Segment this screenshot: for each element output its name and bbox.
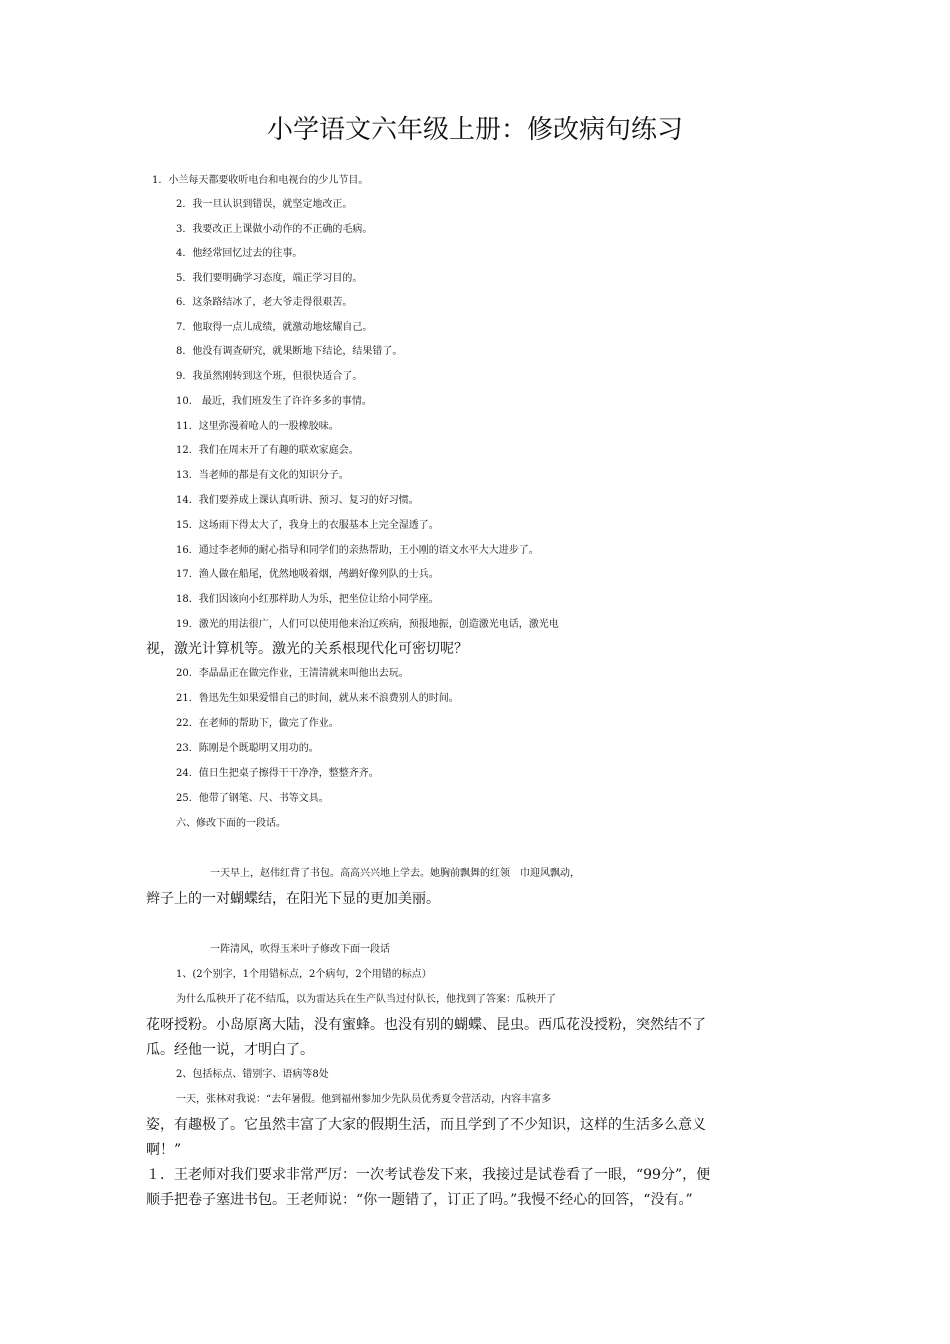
exercise-item: 25．他带了钢笔、尺、书等文具。 <box>176 793 329 804</box>
section-heading: 六、修改下面的一段话。 <box>176 818 286 829</box>
exercise-item: 24．值日生把桌子擦得干干净净，整整齐齐。 <box>176 768 379 779</box>
page-title: 小学语文六年级上册：修改病句练习 <box>266 115 683 145</box>
exercise-item: 5．我们要明确学习态度，端正学习目的。 <box>176 273 363 284</box>
section-heading: 2、包括标点、错别字、语病等8处 <box>176 1069 329 1080</box>
exercise-item: 14．我们要养成上课认真听讲、预习、复习的好习惯。 <box>176 495 419 506</box>
paragraph-line: 为什么瓜秧开了花不结瓜，以为雷达兵在生产队当过付队长，他找到了答案：瓜秧开了 <box>176 994 556 1005</box>
paragraph-line: 一天，张林对我说：“去年暑假。他到福州参加少先队员优秀夏令营活动，内容丰富多 <box>176 1094 552 1105</box>
exercise-item: 11．这里弥漫着呛人的一股橡胶味。 <box>176 421 339 432</box>
exercise-item: 4．他经常回忆过去的往事。 <box>176 248 303 259</box>
exercise-item: 6．这条路结冰了，老大爷走得很艰苦。 <box>176 297 353 308</box>
exercise-item: 20．李晶晶正在做完作业，王清清就来叫他出去玩。 <box>176 668 409 679</box>
exercise-item: 15．这场雨下得太大了，我身上的衣服基本上完全湿透了。 <box>176 520 439 531</box>
exercise-item: 3．我要改正上课做小动作的不正确的毛病。 <box>176 224 373 235</box>
paragraph-line: 一阵清风，吹得玉米叶子修改下面一段话 <box>210 944 390 955</box>
exercise-item: 7．他取得一点儿成绩，就激动地炫耀自己。 <box>176 322 373 333</box>
exercise-item: 2．我一旦认识到错误，就坚定地改正。 <box>176 199 353 210</box>
paragraph-line: 顺手把卷子塞进书包。王老师说：“你一题错了，订正了吗。”我慢不经心的回答，“没有。” <box>146 1192 693 1208</box>
exercise-item-continuation: 视，激光计算机等。激光的关系根现代化可密切呢？ <box>146 641 468 657</box>
paragraph-line: 一天早上，赵伟红背了书包。高高兴兴地上学去。她胸前飘舞的红领 巾迎风飘动， <box>210 868 580 879</box>
paragraph-line: 花呀授粉。小岛原离大陆，没有蜜蜂。也没有别的蝴蝶、昆虫。西瓜花没授粉，突然结不了 <box>146 1017 706 1033</box>
exercise-item: 10． 最近，我们班发生了许许多多的事情。 <box>176 396 372 407</box>
paragraph-line: 辫子上的一对蝴蝶结，在阳光下显的更加美丽。 <box>146 891 440 907</box>
exercise-item: 9．我虽然刚转到这个班，但很快适合了。 <box>176 371 363 382</box>
paragraph-line: 姿，有趣极了。它虽然丰富了大家的假期生活，而且学到了不少知识，这样的生活多么意义 <box>146 1117 706 1133</box>
paragraph-line: １．王老师对我们要求非常严厉：一次考试卷发下来，我接过是试卷看了一眼，“99分”，便 <box>146 1167 711 1183</box>
exercise-item: 19．激光的用法很广，人们可以使用他来治辽疾病，预报地振，创造激光电话，激光电 <box>176 619 559 630</box>
exercise-item: 21．鲁迅先生如果爱惜自己的时间，就从来不浪费别人的时间。 <box>176 693 459 704</box>
section-heading: 1、(2个别字，1个用错标点，2个病句，2个用错的标点） <box>176 969 432 980</box>
exercise-item: 13．当老师的都是有文化的知识分子。 <box>176 470 349 481</box>
exercise-item: 23．陈刚是个既聪明又用功的。 <box>176 743 319 754</box>
exercise-item: 18．我们因该向小红那样助人为乐，把坐位让给小同学座。 <box>176 594 439 605</box>
exercise-item: 22．在老师的帮助下，做完了作业。 <box>176 718 339 729</box>
exercise-item: 1．小兰每天都要收听电台和电视台的少儿节目。 <box>152 175 369 186</box>
paragraph-line: 啊！” <box>146 1142 182 1158</box>
exercise-item: 12．我们在周末开了有趣的联欢家庭会。 <box>176 445 359 456</box>
exercise-item: 17．渔人做在船尾，优然地吸着烟，鸬鹚好像列队的士兵。 <box>176 569 439 580</box>
exercise-item: 16．通过李老师的耐心指导和同学们的亲热帮助，王小刚的语文水平大大进步了。 <box>176 545 539 556</box>
exercise-item: 8．他没有调查研究，就果断地下结论，结果错了。 <box>176 346 403 357</box>
paragraph-line: 瓜。经他一说，才明白了。 <box>146 1042 314 1058</box>
